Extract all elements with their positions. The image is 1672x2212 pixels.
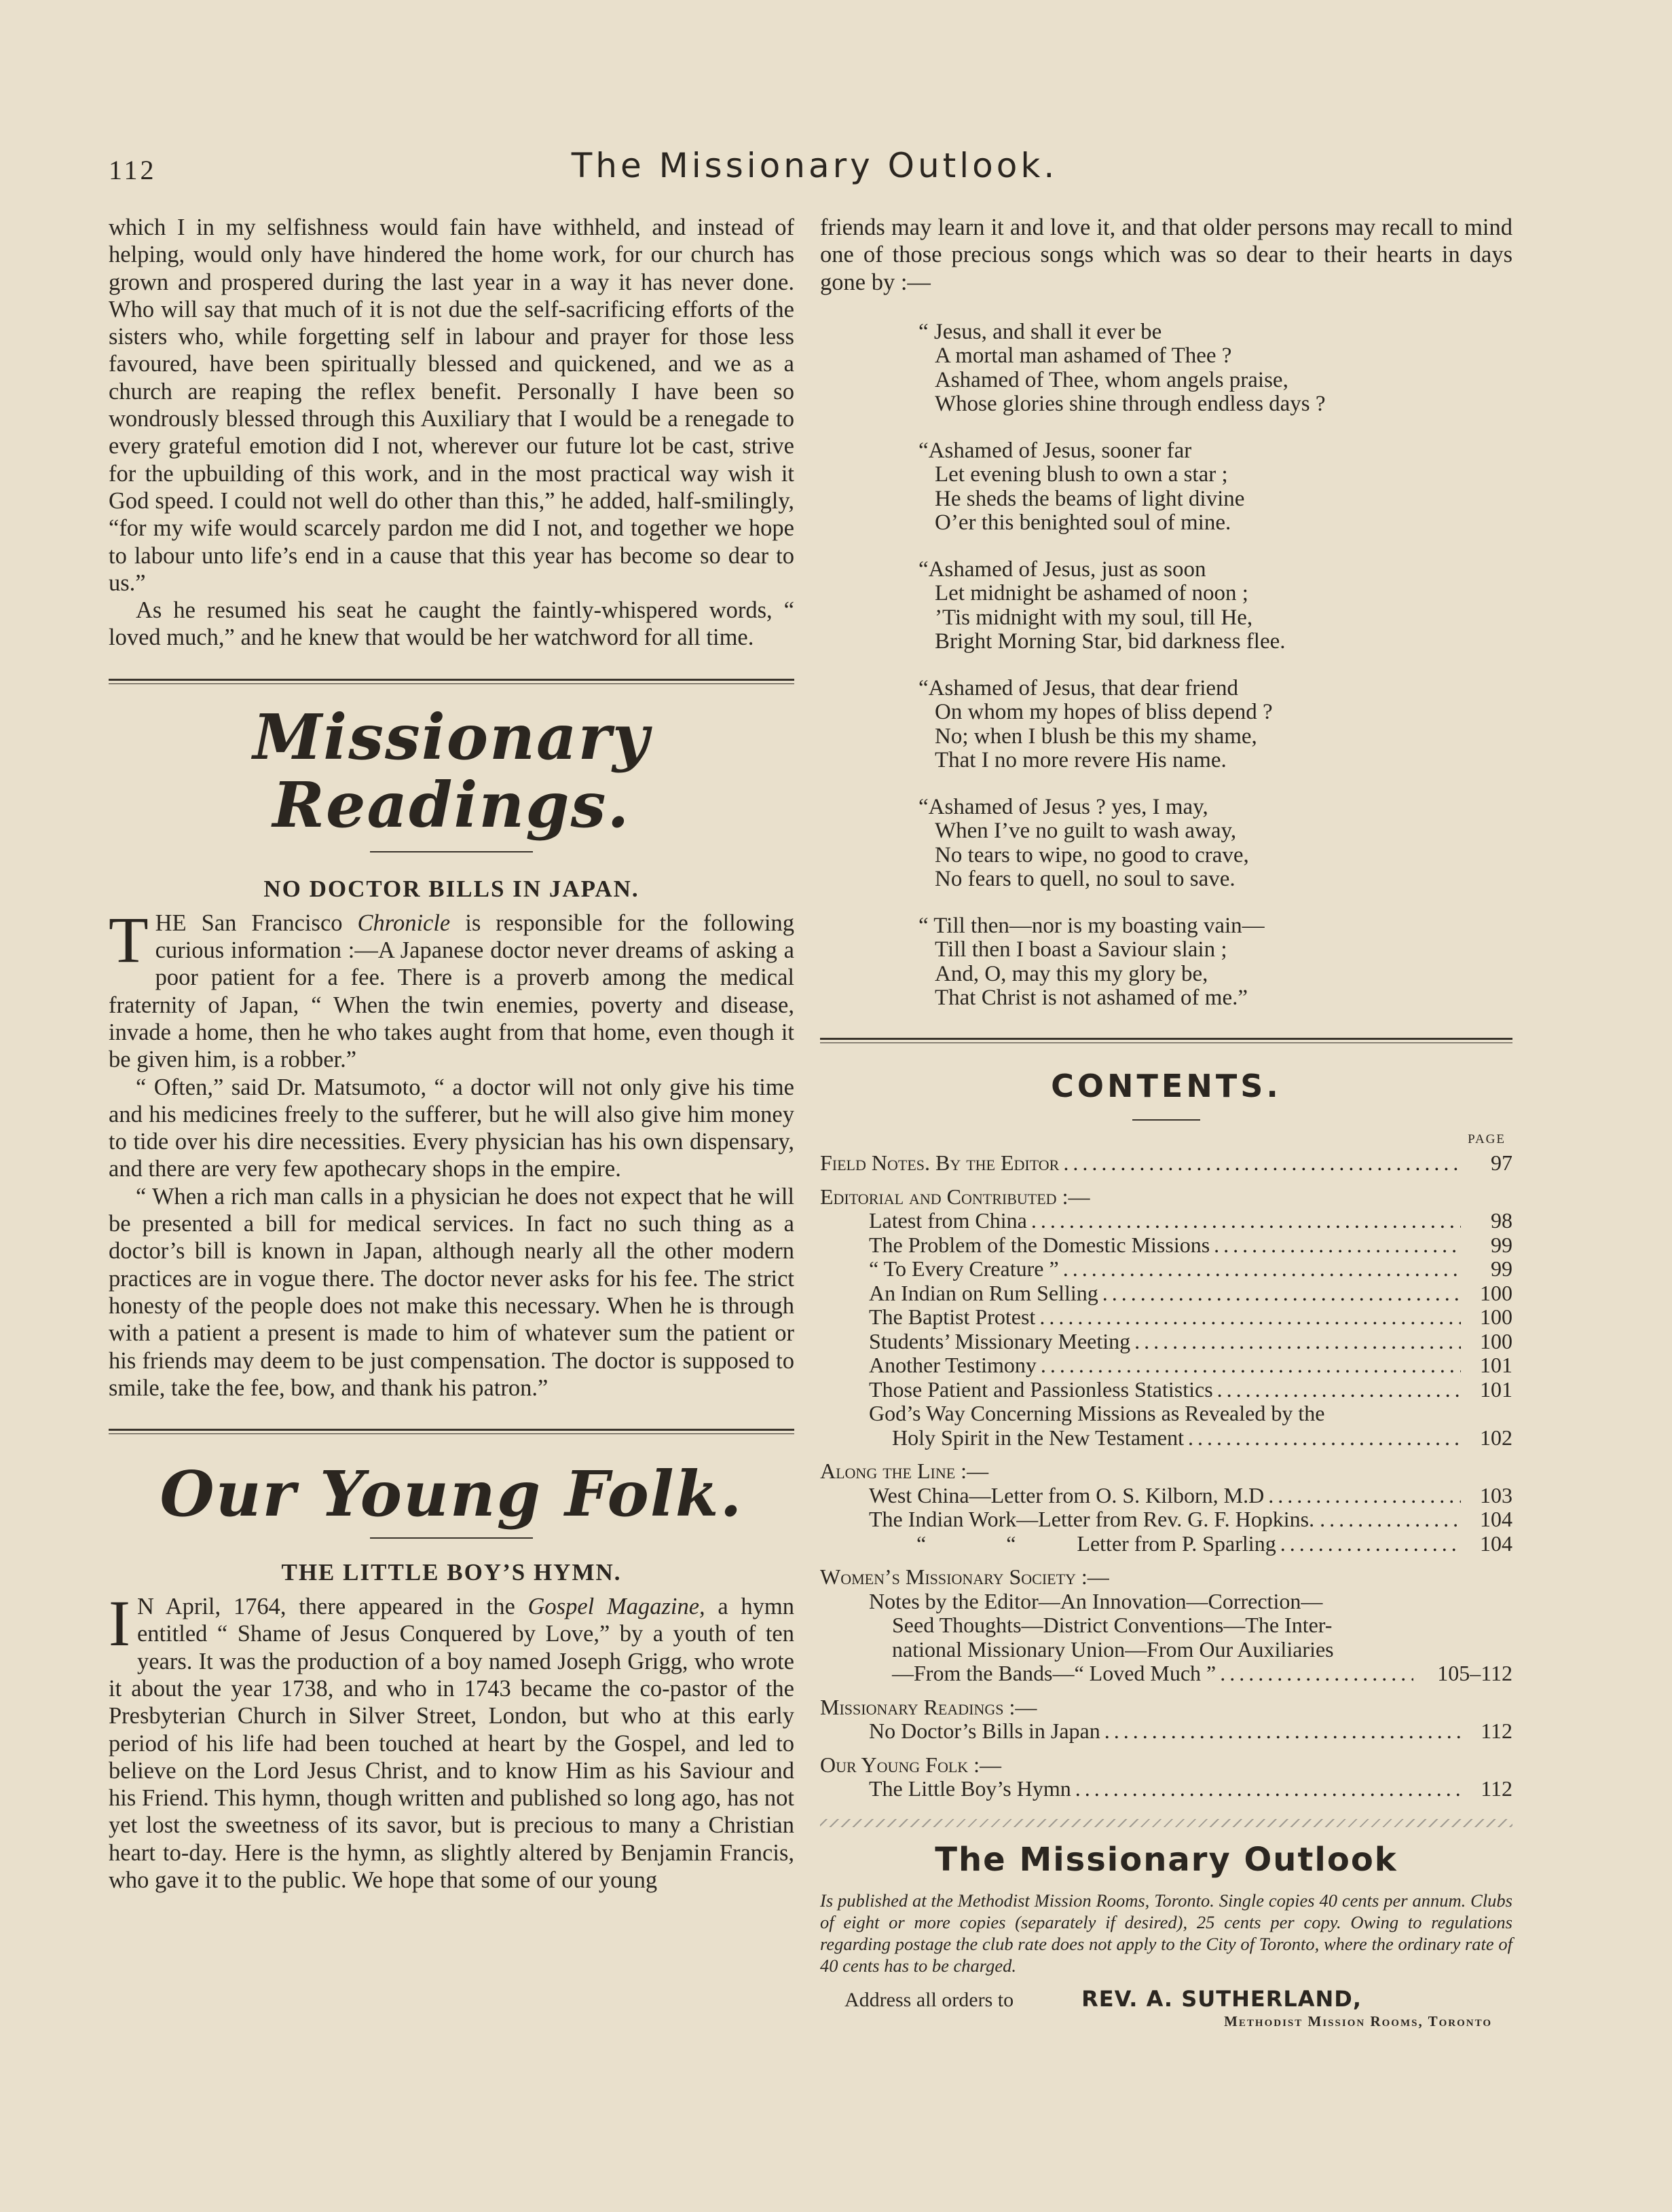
- toc-entry[interactable]: [869, 1426, 1512, 1450]
- verse-line: “Ashamed of Jesus, sooner far: [918, 438, 1192, 463]
- toc-entry-label: The Baptist Protest: [869, 1305, 1036, 1330]
- stanza: [918, 677, 1512, 773]
- toc-entry-label: “ To Every Creature ”: [869, 1256, 1059, 1281]
- toc-entry[interactable]: [869, 1719, 1512, 1744]
- paragraph: which I in my selfishness would fain have withheld, and instead of helping, would only have hindered the home work, for our church has grown and prospered during the last year in a way it has never done. Who will say that much of it is not due the self-sacrificing efforts of the sisters who, while forgetting self in labour and prayer for those less favoured, have been spiritually blessed and quickened, and we as a church are reaping the reflex benefit. Personally I have been so wondrously blessed through this Auxiliary that I would be a renegade to every grateful emotion did I not, wherever our future lot be cast, strive for the upbuilding of this work, and in the most practical way wish it God speed. I could not well do other than this,” he added, half-smilingly, “for my wife would scarcely pardon me did I not, and together we hope to labour unto life’s end in a cause that this year has become so dear to us.”: [109, 214, 794, 596]
- stanza: [918, 320, 1512, 417]
- verse-line: “Ashamed of Jesus ? yes, I may,: [918, 794, 1208, 819]
- verse-line: That I no more revere His name.: [935, 748, 1227, 773]
- verse-line: No tears to wipe, no good to crave,: [935, 842, 1249, 867]
- ornamental-rule: [820, 1819, 1512, 1827]
- subscription-notice: Is published at the Methodist Mission Rooms, Toronto. Single copies 40 cents per annum. Clubs of eight or more copies (separately if desired), 25 cents per copy. Owing to regulations regarding postage the club rate does not apply to the City of Toronto, where the ordinary rate of 40 cents has to be charged.: [820, 1890, 1512, 1976]
- verse-line: A mortal man ashamed of Thee ?: [935, 343, 1232, 369]
- toc-entry-label: —From the Bands—“ Loved Much ”: [892, 1661, 1216, 1686]
- toc-entry[interactable]: [869, 1507, 1512, 1532]
- table-of-contents: [820, 1127, 1512, 1801]
- section-divider: [109, 679, 794, 684]
- verse-line: When I’ve no guilt to wash away,: [935, 819, 1237, 844]
- toc-section-heading: Women’s Missionary Society :—: [820, 1564, 1109, 1590]
- toc-entry-label: Notes by the Editor—An Innovation—Correction—: [869, 1588, 1323, 1613]
- drop-cap: I: [109, 1587, 130, 1660]
- toc-entry-label: The Indian Work—Letter from Rev. G. F. Hopkins. .: [869, 1507, 1326, 1532]
- article-body: [109, 1587, 794, 1894]
- verse-line: “Ashamed of Jesus, that dear friend: [918, 675, 1239, 700]
- toc-entry-page: 101: [1480, 1353, 1512, 1378]
- verse-line: He sheds the beams of light divine: [935, 486, 1245, 511]
- verse-line: On whom my hopes of bliss depend ?: [935, 700, 1273, 725]
- stanza: [918, 439, 1512, 536]
- toc-entry[interactable]: [869, 1484, 1512, 1508]
- toc-entry-label: God’s Way Concerning Missions as Revealed by the: [869, 1401, 1325, 1426]
- text: is responsible for the following curious information :—A Japanese doctor never dreams of asking a poor patient for a fee. There is a proverb among the medical fraternity of Japan, “ When the twin enemies, poverty and disease, invade a home, then he who takes aught from that home, even though it be given him, is a robber.”: [109, 910, 794, 1073]
- toc-entry[interactable]: [869, 1257, 1512, 1281]
- verse-line: ’Tis midnight with my soul, till He,: [935, 605, 1253, 630]
- toc-section-heading: Missionary Readings :—: [820, 1694, 1037, 1719]
- verse-line: “ Jesus, and shall it ever be: [918, 319, 1162, 344]
- verse-line: Bright Morning Star, bid darkness flee.: [935, 629, 1286, 654]
- toc-entry[interactable]: [892, 1662, 1512, 1686]
- toc-entry[interactable]: [869, 1330, 1512, 1354]
- toc-group: [869, 1590, 1512, 1686]
- toc-entry[interactable]: [869, 1305, 1512, 1330]
- verse-line: That Christ is not ashamed of me.”: [935, 986, 1248, 1011]
- page-column-label: PAGE: [1468, 1131, 1506, 1146]
- toc-entry-page: 98: [1491, 1208, 1512, 1233]
- article-body: [109, 903, 794, 1402]
- toc-entry-page: 100: [1480, 1305, 1512, 1330]
- text: N April, 1764, there appeared in the: [136, 1594, 528, 1620]
- toc-entry-page: 112: [1481, 1776, 1512, 1801]
- verse-line: Till then I boast a Saviour slain ;: [935, 937, 1227, 962]
- toc-entry[interactable]: [869, 1209, 1512, 1233]
- verse-line: And, O, may this my glory be,: [935, 961, 1208, 986]
- toc-entry[interactable]: [869, 1281, 1512, 1306]
- toc-entry-label: No Doctor’s Bills in Japan: [869, 1719, 1100, 1744]
- verse-line: No; when I blush be this my shame,: [935, 724, 1257, 749]
- section-heading-young-folk: Our Young Folk.: [160, 1457, 743, 1531]
- paragraph: “ When a rich man calls in a physician he does not expect that he will be presented a bill for medical services. In fact no such thing as a doctor’s bill is known in Japan, although nearly all the other modern practices are in vogue there. The doctor never asks for his fee. The strict honesty of the people does not make this necessary. When he is through with a patient a present is made to him of whatever sum the patient or his friends may deem to be just compensation. The doctor is supposed to smile, take the fee, bow, and thank his patron.”: [109, 1183, 794, 1401]
- toc-entry-page: 104: [1480, 1507, 1512, 1532]
- toc-entry-label: national Missionary Union—From Our Auxiliaries: [892, 1636, 1334, 1662]
- address-place: Methodist Mission Rooms, Toronto: [1224, 2012, 1492, 2029]
- toc-group: [869, 1777, 1512, 1801]
- toc-entry-page: 100: [1480, 1280, 1512, 1305]
- toc-entry[interactable]: [869, 1353, 1512, 1378]
- toc-entry-label: Those Patient and Passionless Statistics: [869, 1376, 1213, 1402]
- verse-line: “Ashamed of Jesus, just as soon: [918, 557, 1206, 582]
- publisher-box-title: The Missionary Outlook: [935, 1840, 1398, 1879]
- toc-entry[interactable]: [869, 1233, 1512, 1258]
- toc-entry-label: Seed Thoughts—District Conventions—The Inter-: [892, 1613, 1333, 1638]
- toc-entry-page: 100: [1480, 1328, 1512, 1353]
- toc-entry-label: Students’ Missionary Meeting: [869, 1328, 1131, 1353]
- toc-entry-label: Holy Spirit in the New Testament: [892, 1425, 1184, 1450]
- verse-line: Ashamed of Thee, whom angels praise,: [935, 367, 1288, 392]
- verse-line: “ Till then—nor is my boasting vain—: [918, 913, 1265, 938]
- address-label: Address all orders to: [844, 1988, 1014, 2011]
- toc-entry[interactable]: [869, 1777, 1512, 1801]
- toc-group: [869, 1484, 1512, 1556]
- drop-cap: T: [109, 903, 149, 976]
- contents-heading: CONTENTS.: [1051, 1067, 1282, 1104]
- toc-entry-page: 101: [1480, 1376, 1512, 1402]
- order-address: [820, 1986, 1512, 2012]
- toc-group: [869, 1719, 1512, 1744]
- toc-entry[interactable]: [869, 1378, 1512, 1402]
- toc-entry-page: 99: [1491, 1232, 1512, 1257]
- verse-line: O’er this benighted soul of mine.: [935, 510, 1231, 536]
- stanza: [918, 914, 1512, 1011]
- verse-line: Let midnight be ashamed of noon ;: [935, 581, 1248, 606]
- section-divider: [820, 1038, 1512, 1043]
- publication-name: Gospel Magazine,: [527, 1594, 705, 1620]
- toc-entry[interactable]: [820, 1151, 1512, 1176]
- toc-section-heading: Editorial and Contributed :—: [820, 1184, 1090, 1209]
- article-title: NO DOCTOR BILLS IN JAPAN.: [263, 875, 639, 902]
- toc-entry-label: Letter from P. Sparling: [1077, 1531, 1276, 1556]
- toc-entry-page: 104: [1480, 1531, 1512, 1556]
- magazine-title: The Missionary Outlook.: [571, 146, 1058, 185]
- running-header: [109, 146, 1521, 193]
- paragraph: “ Often,” said Dr. Matsumoto, “ a doctor will not only give his time and his medicines freely to the sufferer, but he will also give him money to tide over his dire necessities. Every physician has his own dispensary, and there are very few apothecary shops in the empire.: [109, 1074, 794, 1182]
- toc-entry-label: The Problem of the Domestic Missions: [869, 1232, 1210, 1257]
- toc-group: [869, 1209, 1512, 1450]
- toc-entry-label: An Indian on Rum Selling: [869, 1280, 1098, 1305]
- section-divider: [109, 1429, 794, 1434]
- right-column: [820, 214, 1512, 2030]
- toc-entry-page: 105–112: [1437, 1661, 1512, 1686]
- toc-entry[interactable]: [869, 1532, 1512, 1556]
- publication-name: Chronicle: [357, 910, 451, 936]
- toc-entry-page: 97: [1491, 1150, 1512, 1176]
- verse-line: Let evening blush to own a star ;: [935, 462, 1228, 487]
- ditto-marks: “ “: [916, 1531, 1016, 1556]
- toc-section-heading: Our Young Folk :—: [820, 1752, 1002, 1777]
- verse-line: No fears to quell, no soul to save.: [935, 867, 1236, 892]
- paragraph: [109, 1587, 794, 1894]
- toc-entry-page: 99: [1491, 1256, 1512, 1281]
- stanza: [918, 795, 1512, 892]
- article-title: THE LITTLE BOY’S HYMN.: [281, 1559, 622, 1586]
- toc-entry-page: 103: [1480, 1482, 1512, 1507]
- toc-entry-label: West China—Letter from O. S. Kilborn, M.D: [869, 1482, 1265, 1507]
- text: HE San Francisco: [155, 910, 358, 936]
- paragraph: As he resumed his seat he caught the faintly-whispered words, “ loved much,” and he knew that would be her watchword for all time.: [109, 597, 794, 651]
- verse-line: Whose glories shine through endless days ?: [935, 392, 1326, 417]
- section-heading-missionary-readings: Missionary Readings.: [253, 700, 650, 842]
- toc-entry-label: The Little Boy’s Hymn: [869, 1776, 1071, 1801]
- left-column: [109, 214, 794, 1894]
- toc-entry-page: 102: [1480, 1425, 1512, 1450]
- address-name: REV. A. SUTHERLAND,: [1081, 1985, 1362, 2012]
- paragraph: friends may learn it and love it, and that older persons may recall to mind one of those precious songs which was so dear to their hearts in days gone by :—: [820, 214, 1512, 295]
- hymn: [918, 320, 1512, 1011]
- stanza: [918, 558, 1512, 654]
- text: a hymn entitled “ Shame of Jesus Conquered by Love,” by a youth of ten years. It was the production of a boy named Joseph Grigg, who wrote it about the year 1738, and who in 1743 became the co-pastor of the Presbyterian Church in Silver Street, London, but who at this early period of his life had been touched at heart by the Gospel, and led to believe on the Lord Jesus Christ, and to know Him as his Saviour and his Friend. This hymn, though written and published so long ago, has not yet lost the sweetness of its savor, but is precious to many a Christian heart to-day. Here is the hymn, as slightly altered by Benjamin Francis, who gave it to the public. We hope that some of our young: [109, 1594, 794, 1894]
- paragraph: [109, 903, 794, 1074]
- toc-entry-label: Another Testimony: [869, 1353, 1037, 1378]
- continued-article: [109, 214, 794, 652]
- toc-entry-label: Field Notes. By the Editor: [820, 1150, 1060, 1176]
- toc-entry-label: Latest from China: [869, 1208, 1027, 1233]
- hymn-intro: [820, 214, 1512, 296]
- toc-section-heading: Along the Line :—: [820, 1459, 989, 1484]
- page-number: 112: [109, 155, 157, 185]
- toc-entry-page: 112: [1481, 1719, 1512, 1744]
